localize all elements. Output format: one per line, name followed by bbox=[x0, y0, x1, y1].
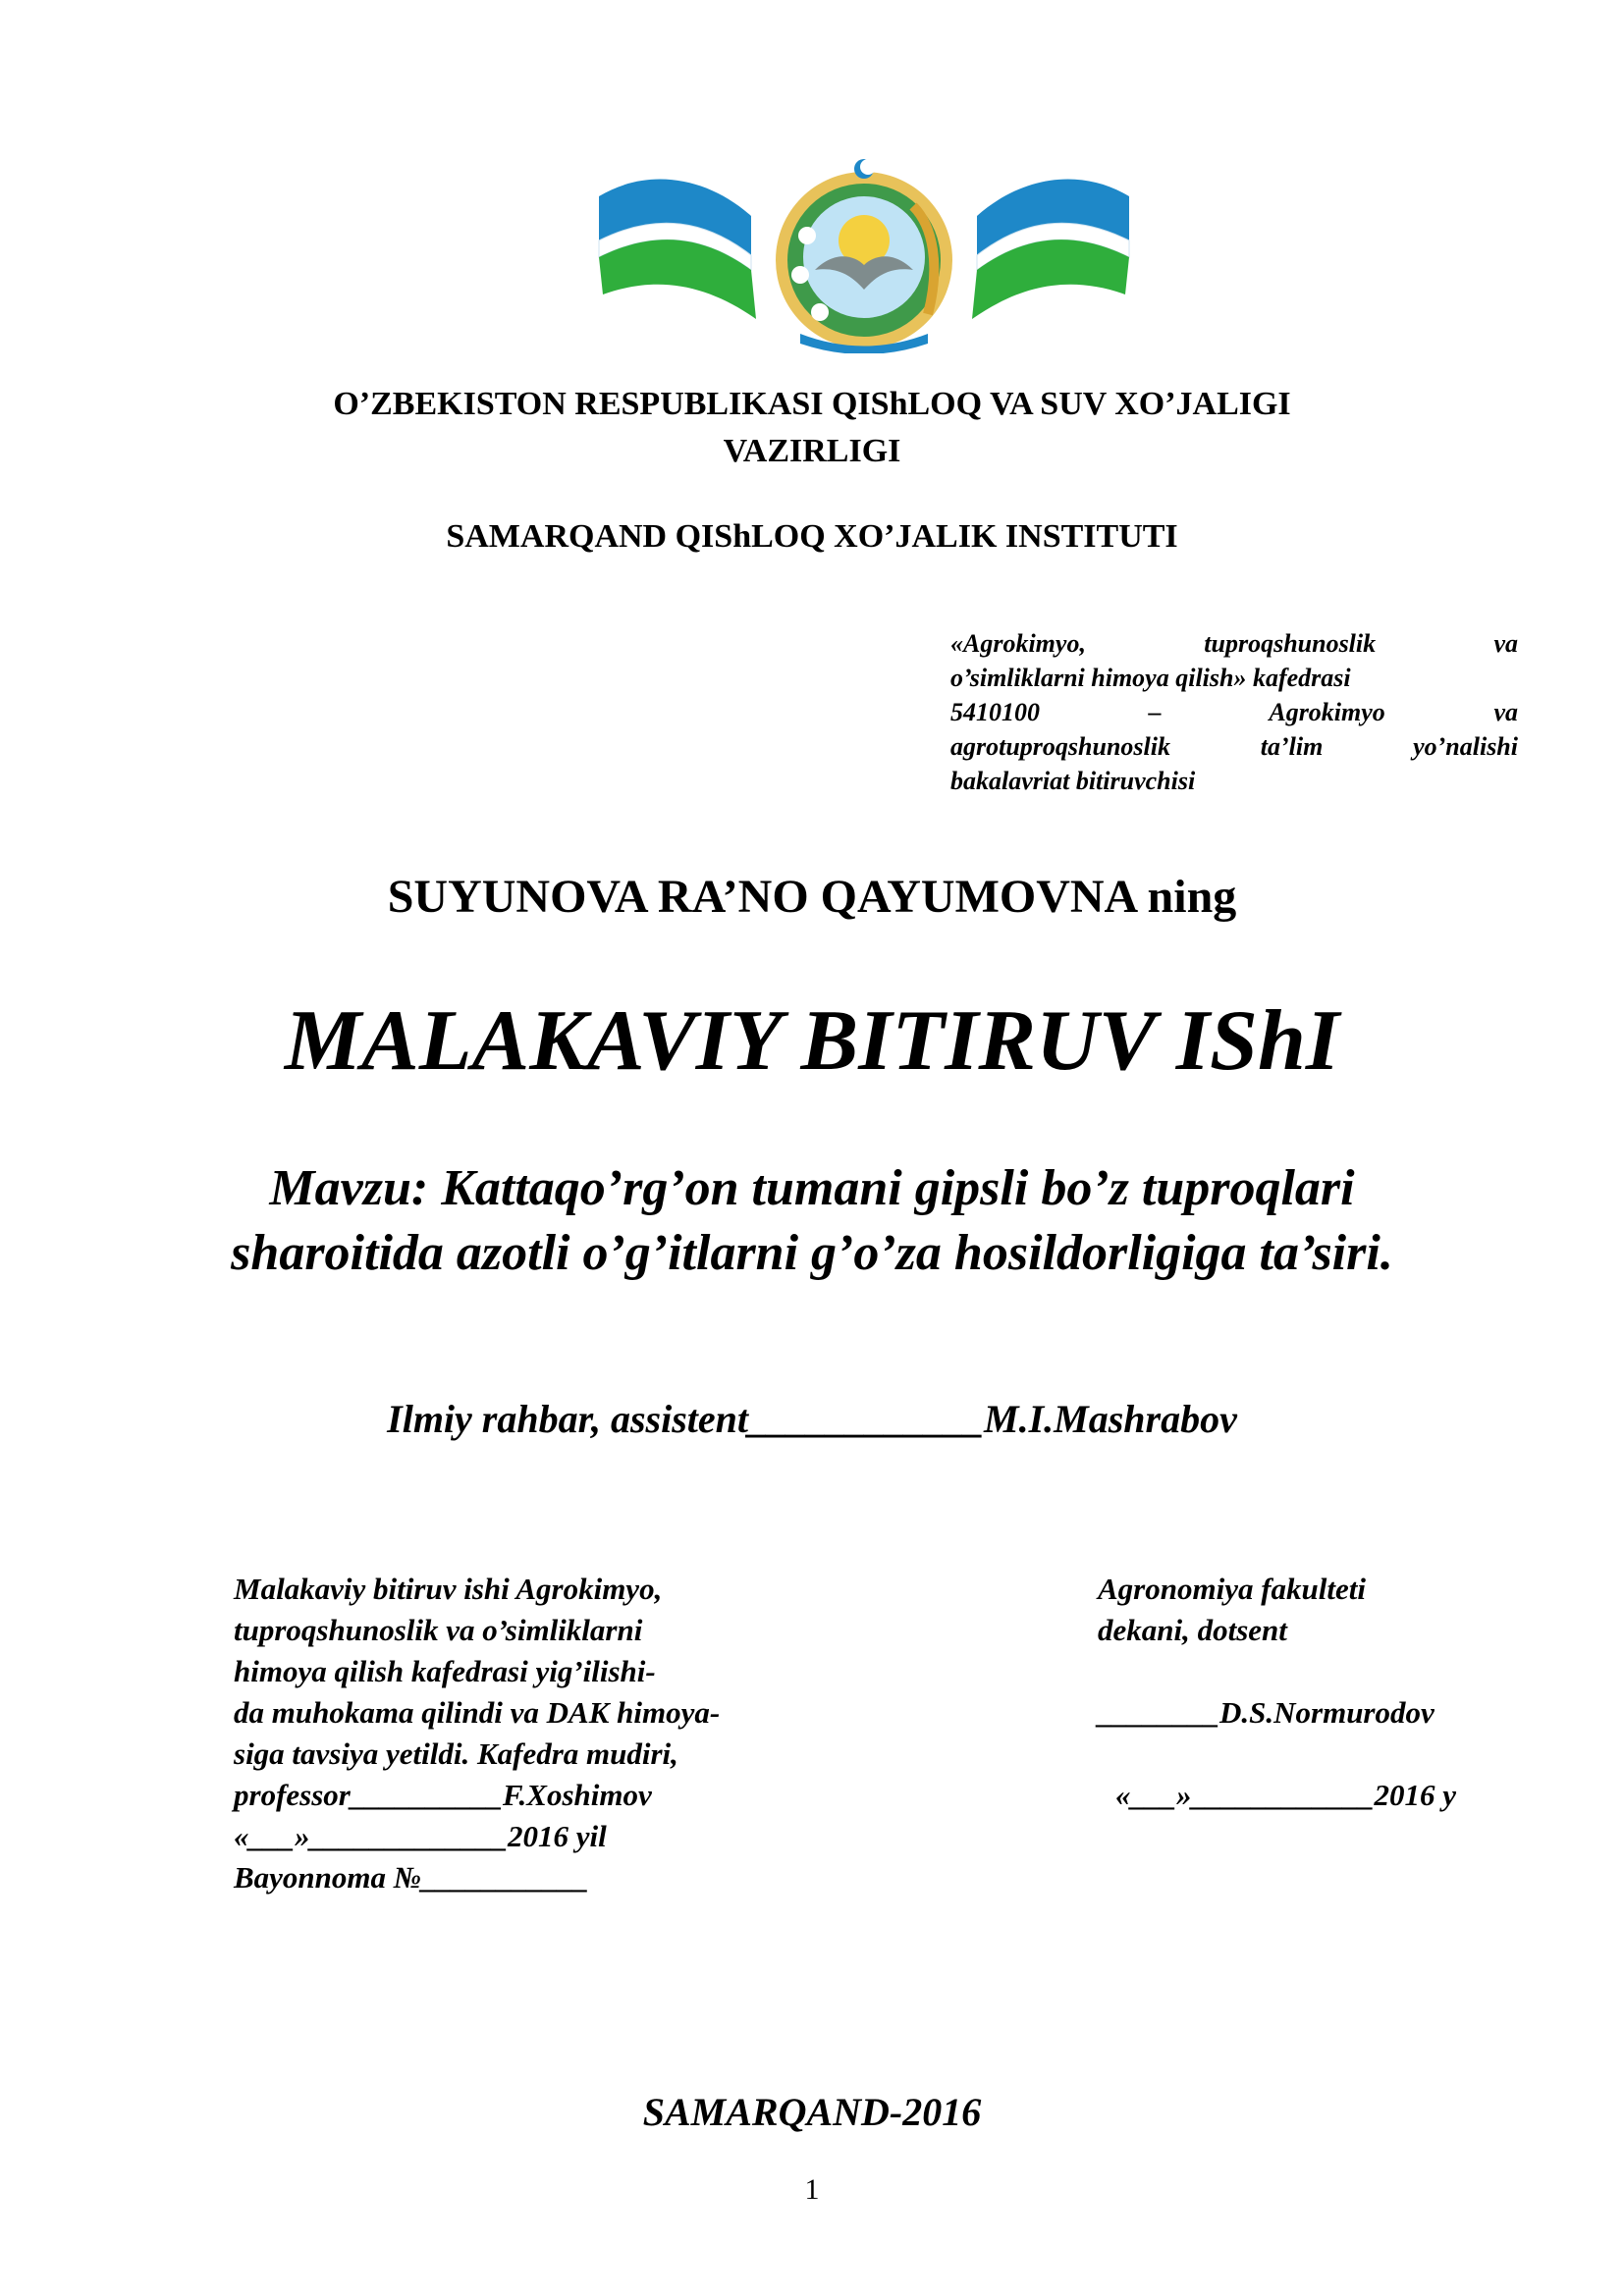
city-year: SAMARQAND-2016 bbox=[642, 2090, 982, 2134]
ministry-line-2: VAZIRLIGI bbox=[723, 433, 901, 469]
department-line-3: 5410100 – Agrokimyo va bbox=[950, 698, 1518, 726]
department-line-5: bakalavriat bitiruvchisi bbox=[950, 767, 1196, 795]
approval-left-line: professor__________F.Xoshimov bbox=[234, 1778, 652, 1812]
department-line-4: agrotuproqshunoslik ta’lim yo’nalishi bbox=[950, 732, 1518, 761]
dean-signature: ________D.S.Normurodov bbox=[1098, 1695, 1435, 1730]
department-line-1: «Agrokimyo, tuproqshunoslik va bbox=[950, 629, 1518, 658]
approval-right-block bbox=[1098, 1569, 1530, 1816]
dean-faculty: Agronomiya fakulteti bbox=[1098, 1572, 1366, 1606]
ministry-line-1: O’ZBEKISTON RESPUBLIKASI QIShLOQ VA SUV XO’JALIGI bbox=[333, 386, 1291, 422]
approval-left-line: tuproqshunoslik va o’simliklarni bbox=[234, 1613, 643, 1647]
page-number: 1 bbox=[804, 2173, 820, 2206]
approval-left-line: «___»_____________2016 yil bbox=[234, 1819, 607, 1853]
topic-label: Mavzu: bbox=[269, 1160, 429, 1216]
approval-left-block bbox=[234, 1569, 842, 1898]
work-title: MALAKAVIY BITIRUV IShI bbox=[284, 993, 1340, 1089]
topic-line-2: sharoitida azotli o’g’itlarni g’o’za hosildorligiga ta’siri. bbox=[231, 1225, 1393, 1281]
approval-left-line: himoya qilish kafedrasi yig’ilishi- bbox=[234, 1654, 656, 1688]
approval-left-line: Bayonnoma №___________ bbox=[234, 1860, 589, 1895]
approval-left-line: da muhokama qilindi va DAK himoya- bbox=[234, 1695, 721, 1730]
supervisor-line: Ilmiy rahbar, assistent____________M.I.Mashrabov bbox=[387, 1397, 1237, 1441]
uzbekistan-state-emblem-icon bbox=[589, 147, 1139, 353]
topic bbox=[0, 1156, 1624, 1286]
ministry-name bbox=[0, 381, 1624, 475]
department-block bbox=[950, 626, 1518, 798]
student-name: SUYUNOVA RA’NO QAYUMOVNA ning bbox=[387, 871, 1237, 923]
approval-left-line: siga tavsiya yetildi. Kafedra mudiri, bbox=[234, 1736, 678, 1771]
dean-title: dekani, dotsent bbox=[1098, 1613, 1287, 1647]
topic-line-1: Kattaqo’rg’on tumani gipsli bo’z tuproqlari bbox=[428, 1160, 1355, 1216]
dean-date: «___»____________2016 y bbox=[1115, 1778, 1457, 1812]
department-line-2: o’simliklarni himoya qilish» kafedrasi bbox=[950, 664, 1351, 692]
institute-name: SAMARQAND QIShLOQ XO’JALIK INSTITUTI bbox=[446, 518, 1178, 555]
approval-left-line: Malakaviy bitiruv ishi Agrokimyo, bbox=[234, 1572, 663, 1606]
